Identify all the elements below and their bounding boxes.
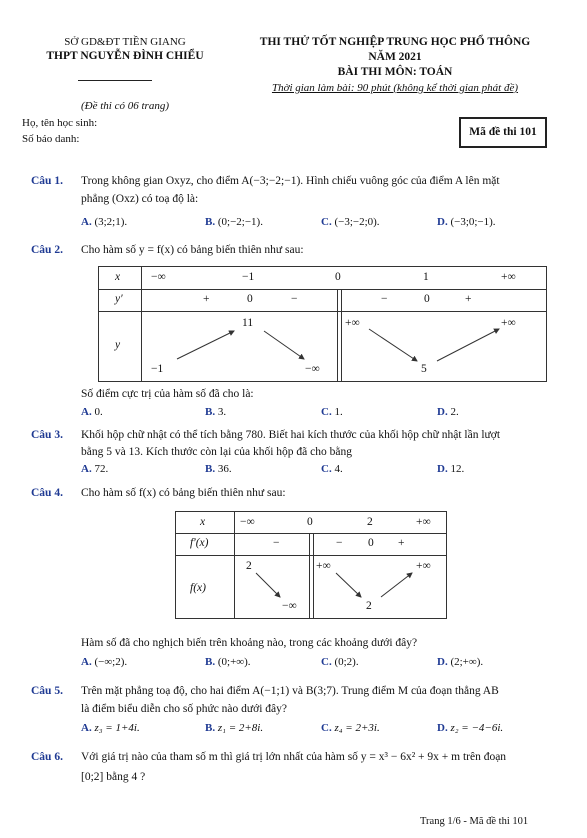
q2-x-label: x [115,271,121,283]
q4-f-label: f(x) [190,582,206,594]
q3-option-a[interactable]: A. 72. [81,463,109,475]
q2-option-b[interactable]: B. 3. [205,406,227,418]
q2-x-val: −1 [242,271,255,283]
q1-option-b[interactable]: B. (0;−2;−1). [205,216,263,228]
q2-variation-table [98,266,547,382]
q4-x-label: x [200,516,206,528]
q6-text-line1: Với giá trị nào của tham số m thì giá trị lớn nhất của hàm số y = x³ − 6x² + 9x + m trên đoạn [81,751,507,763]
q6-text-line2: [0;2] bằng 4 ? [81,771,146,783]
exam-code-box: Mã đề thi 101 [459,117,547,148]
q3-option-c[interactable]: C. 4. [321,463,343,475]
student-name-label: Họ, tên học sinh: [22,117,98,129]
q2-x-val: 1 [423,271,429,283]
q4-option-b[interactable]: B. (0;+∞). [205,656,251,668]
q1-option-c[interactable]: C. (−3;−2;0). [321,216,380,228]
q2-option-a[interactable]: A. 0. [81,406,103,418]
q1-text-line2: phẳng (Oxz) có toạ độ là: [81,193,199,205]
exam-title: THI THỬ TỐT NGHIỆP TRUNG HỌC PHỔ THÔNG [259,36,531,48]
q4-option-d[interactable]: D. (2;+∞). [437,656,484,668]
q1-option-d[interactable]: D. (−3;0;−1). [437,216,496,228]
q2-y-val: −1 [151,363,164,375]
q1-text-line1: Trong không gian Oxyz, cho điểm A(−3;−2;−1). Hình chiếu vuông góc của điểm A lên mặt [81,175,500,187]
q5-number: Câu 5. [31,685,63,697]
q4-arrows [176,555,446,618]
q4-x-val: −∞ [240,516,255,528]
q2-y-val: −∞ [305,363,320,375]
q5-option-a[interactable]: A. z₃ = 1+4i. [81,722,140,734]
q4-f-val: −∞ [282,600,297,612]
q6-number: Câu 6. [31,751,63,763]
q2-y-label: y [115,339,121,351]
q5-option-b[interactable]: B. z₁ = 2+8i. [205,722,264,734]
q4-sign: − [273,537,280,549]
q2-option-c[interactable]: C. 1. [321,406,343,418]
q2-x-val: 0 [335,271,341,283]
q2-x-val: −∞ [151,271,166,283]
q4-f-val: 2 [366,600,372,612]
header-divider [78,80,152,81]
q4-option-a[interactable]: A. (−∞;2). [81,656,128,668]
q3-number: Câu 3. [31,429,63,441]
q2-yp-label: y′ [115,293,123,305]
q4-f-val: +∞ [416,560,431,572]
exam-subject: BÀI THI MÔN: TOÁN [337,66,453,78]
q5-text-line1: Trên mặt phẳng toạ độ, cho hai điểm A(−1;1) và B(3;7). Trung điểm M của đoạn thẳng AB [81,685,499,697]
q4-option-c[interactable]: C. (0;2). [321,656,359,668]
q2-sign: − [291,293,298,305]
q4-f-val: 2 [246,560,252,572]
q2-y-val: 11 [242,317,254,329]
q4-x-val: +∞ [416,516,431,528]
q4-x-val: 2 [367,516,373,528]
q4-text: Cho hàm số f(x) có bảng biến thiên như sau: [81,487,286,499]
dept-name: SỞ GD&ĐT TIỀN GIANG [64,36,186,48]
q4-sign: + [398,537,405,549]
q3-option-d[interactable]: D. 12. [437,463,465,475]
q4-x-val: 0 [307,516,313,528]
q4-variation-table [175,511,447,619]
q1-option-a[interactable]: A. (3;2;1). [81,216,128,228]
q5-option-d[interactable]: D. z₂ = −4−6i. [437,722,504,734]
exam-time: Thời gian làm bài: 90 phút (không kể thời gian phát đề) [271,82,519,94]
q2-sign: + [203,293,210,305]
q5-text-line2: là điểm biểu diễn cho số phức nào dưới đây? [81,703,288,715]
page-footer: Trang 1/6 - Mã đề thi 101 [420,816,529,827]
q2-y-val: +∞ [345,317,360,329]
q2-question: Số điểm cực trị của hàm số đã cho là: [81,388,254,400]
q2-arrows [99,311,546,381]
q4-sign: − [336,537,343,549]
q2-sign: 0 [424,293,430,305]
q2-sign: 0 [247,293,253,305]
q1-number: Câu 1. [31,175,63,187]
q2-y-val: +∞ [501,317,516,329]
q2-number: Câu 2. [31,244,63,256]
q4-fp-label: f′(x) [190,537,209,549]
q2-sign: − [381,293,388,305]
q2-option-d[interactable]: D. 2. [437,406,459,418]
q5-option-c[interactable]: C. z₄ = 2+3i. [321,722,380,734]
q4-f-val: +∞ [316,560,331,572]
q4-question: Hàm số đã cho nghịch biến trên khoảng nào, trong các khoảng dưới đây? [81,637,418,649]
student-id-label: Số báo danh: [22,133,80,145]
q2-y-val: 5 [421,363,427,375]
q4-number: Câu 4. [31,487,63,499]
exam-year: NĂM 2021 [368,51,422,63]
q3-option-b[interactable]: B. 36. [205,463,232,475]
page-count: (Đề thi có 06 trang) [81,100,169,112]
q3-text-line2: bằng 5 và 13. Kích thước còn lại của khối hộp đã cho bằng [81,446,352,458]
q2-sign: + [465,293,472,305]
q3-text-line1: Khối hộp chữ nhật có thể tích bằng 780. Biết hai kích thước của khối hộp chữ nhật lần lượt [81,429,501,441]
q2-x-val: +∞ [501,271,516,283]
q2-text: Cho hàm số y = f(x) có bảng biến thiên như sau: [81,244,304,256]
q4-sign: 0 [368,537,374,549]
school-name: THPT NGUYỄN ĐÌNH CHIỂU [46,50,204,62]
